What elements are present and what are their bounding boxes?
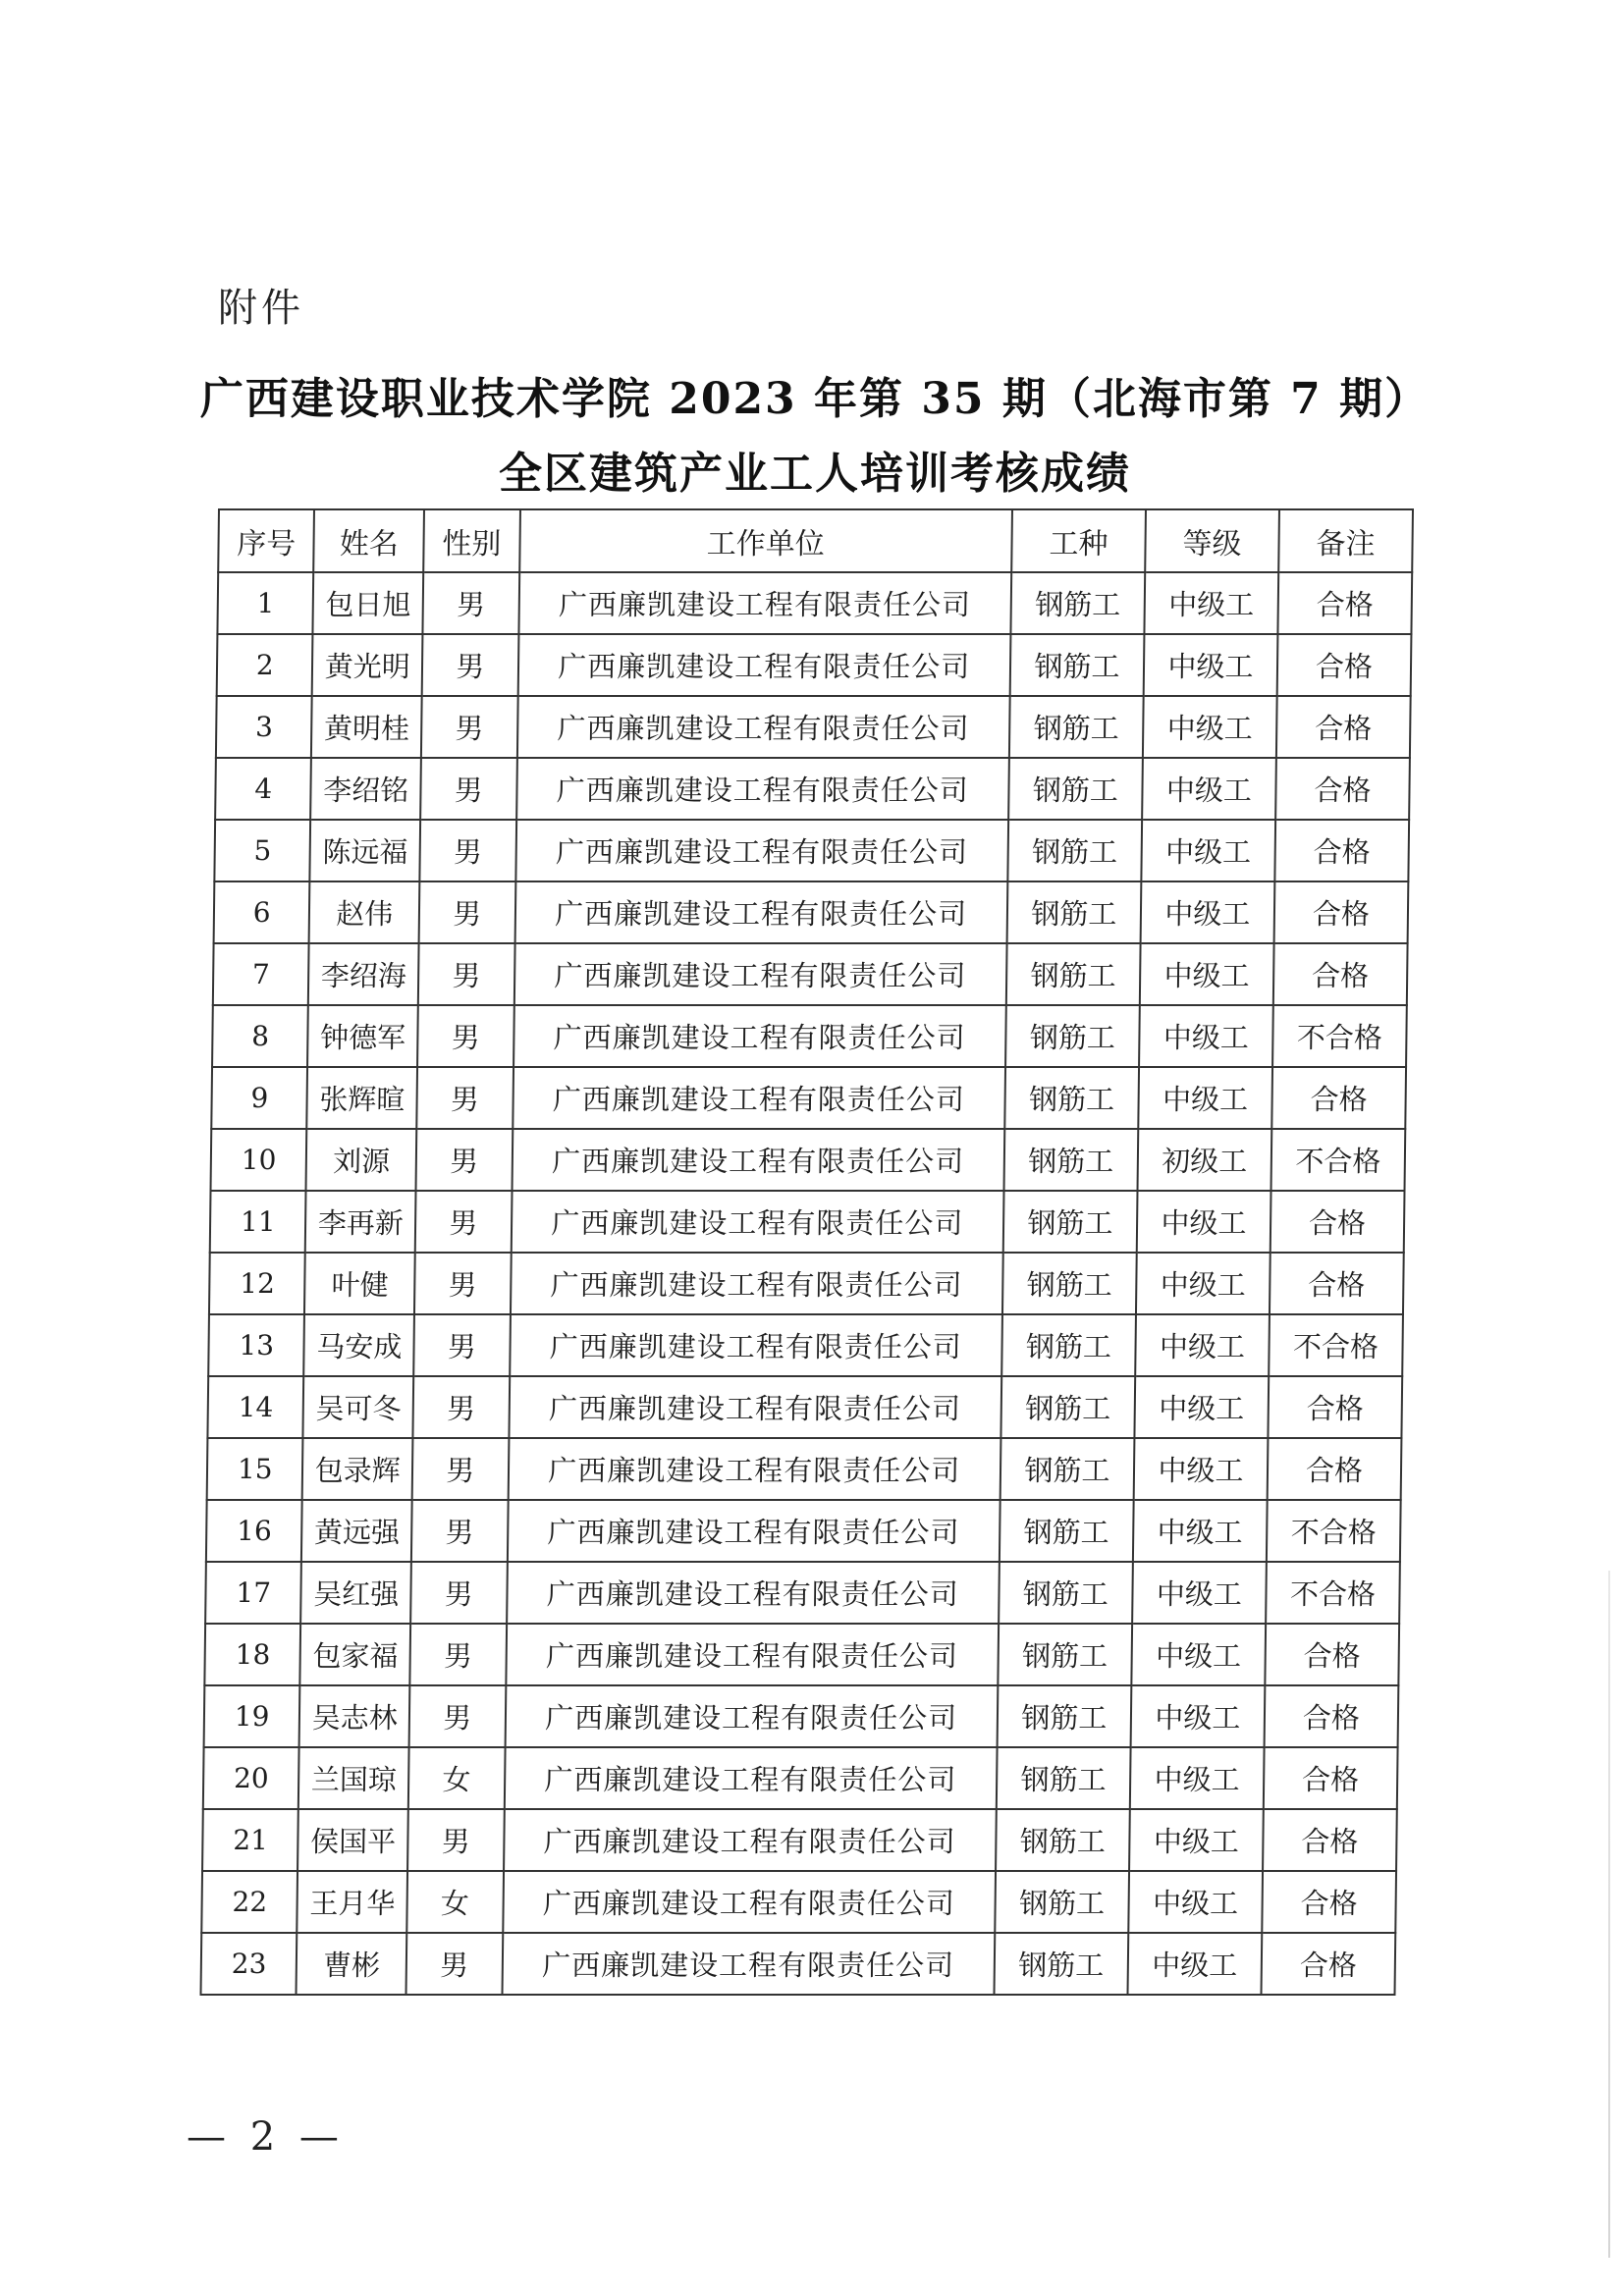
row-gender-cell: 女 (408, 1747, 505, 1809)
row-remark-cell: 合格 (1271, 1191, 1405, 1253)
row-trade-cell: 钢筋工 (1003, 1129, 1138, 1191)
row-index-cell: 21 (202, 1809, 298, 1871)
row-trade-cell: 钢筋工 (1000, 1376, 1135, 1438)
table-row (203, 1747, 1398, 1809)
row-gender-cell: 男 (410, 1562, 507, 1624)
row-index-cell: 9 (211, 1067, 307, 1129)
header-trade: 工种 (1011, 509, 1146, 572)
table-row (217, 634, 1412, 696)
row-employer-cell: 广西廉凯建设工程有限责任公司 (514, 881, 1007, 943)
row-trade-cell: 钢筋工 (995, 1871, 1129, 1933)
row-index-cell: 8 (212, 1005, 308, 1067)
row-gender-cell: 男 (416, 1067, 513, 1129)
table-row (210, 1191, 1405, 1253)
row-remark-cell: 合格 (1261, 1933, 1395, 1995)
row-level-cell: 中级工 (1136, 1253, 1271, 1314)
row-employer-cell: 广西廉凯建设工程有限责任公司 (510, 1314, 1002, 1376)
row-employer-cell: 广西廉凯建设工程有限责任公司 (508, 1438, 1000, 1500)
row-level-cell: 中级工 (1137, 1191, 1271, 1253)
row-employer-cell: 广西廉凯建设工程有限责任公司 (516, 696, 1009, 758)
row-employer-cell: 广西廉凯建设工程有限责任公司 (503, 1871, 996, 1933)
row-gender-cell: 男 (417, 1005, 514, 1067)
row-level-cell: 中级工 (1144, 634, 1278, 696)
table-row (215, 758, 1410, 820)
row-gender-cell: 女 (406, 1871, 503, 1933)
row-employer-cell: 广西廉凯建设工程有限责任公司 (517, 634, 1010, 696)
row-trade-cell: 钢筋工 (1005, 1005, 1140, 1067)
table-row (201, 1933, 1396, 1995)
row-employer-cell: 广西廉凯建设工程有限责任公司 (507, 1500, 1000, 1562)
row-remark-cell: 合格 (1277, 634, 1412, 696)
row-level-cell: 中级工 (1131, 1624, 1266, 1685)
row-remark-cell: 合格 (1264, 1747, 1398, 1809)
row-employer-cell: 广西廉凯建设工程有限责任公司 (505, 1685, 998, 1747)
row-index-cell: 22 (201, 1871, 297, 1933)
row-level-cell: 中级工 (1139, 1005, 1273, 1067)
row-remark-cell: 不合格 (1272, 1005, 1407, 1067)
row-index-cell: 18 (204, 1624, 300, 1685)
row-name-cell: 陈远福 (310, 820, 420, 881)
row-remark-cell: 合格 (1268, 1438, 1402, 1500)
row-index-cell: 1 (217, 572, 313, 634)
row-remark-cell: 合格 (1263, 1809, 1397, 1871)
table-row (212, 1005, 1407, 1067)
row-name-cell: 王月华 (297, 1871, 407, 1933)
row-trade-cell: 钢筋工 (1007, 820, 1142, 881)
row-name-cell: 侯国平 (297, 1809, 407, 1871)
table-row (207, 1438, 1402, 1500)
table-row (205, 1562, 1400, 1624)
row-employer-cell: 广西廉凯建设工程有限责任公司 (516, 758, 1009, 820)
row-trade-cell: 钢筋工 (1000, 1438, 1135, 1500)
row-trade-cell: 钢筋工 (1003, 1191, 1138, 1253)
row-index-cell: 23 (201, 1933, 297, 1995)
row-gender-cell: 男 (413, 1376, 510, 1438)
row-trade-cell: 钢筋工 (998, 1624, 1132, 1685)
row-level-cell: 中级工 (1127, 1933, 1262, 1995)
row-gender-cell: 男 (413, 1314, 510, 1376)
header-name: 姓名 (314, 509, 424, 572)
row-index-cell: 5 (214, 820, 310, 881)
row-employer-cell: 广西廉凯建设工程有限责任公司 (502, 1933, 995, 1995)
row-level-cell: 中级工 (1138, 1067, 1272, 1129)
document-title-line2: 全区建筑产业工人培训考核成绩 (499, 449, 1131, 499)
row-level-cell: 中级工 (1143, 696, 1277, 758)
results-table (199, 508, 1414, 1996)
row-trade-cell: 钢筋工 (1001, 1314, 1136, 1376)
row-employer-cell: 广西廉凯建设工程有限责任公司 (511, 1191, 1003, 1253)
row-employer-cell: 广西廉凯建设工程有限责任公司 (504, 1747, 997, 1809)
row-level-cell: 中级工 (1130, 1747, 1265, 1809)
row-trade-cell: 钢筋工 (1007, 881, 1142, 943)
row-name-cell: 吴志林 (299, 1685, 409, 1747)
row-level-cell: 中级工 (1135, 1314, 1270, 1376)
row-gender-cell: 男 (419, 881, 515, 943)
row-level-cell: 中级工 (1142, 758, 1276, 820)
row-index-cell: 4 (215, 758, 311, 820)
row-name-cell: 张辉暄 (307, 1067, 417, 1129)
table-row (204, 1685, 1399, 1747)
row-employer-cell: 广西廉凯建设工程有限责任公司 (515, 820, 1008, 881)
row-gender-cell: 男 (411, 1500, 508, 1562)
row-index-cell: 12 (209, 1253, 305, 1314)
row-gender-cell: 男 (422, 634, 518, 696)
row-remark-cell: 不合格 (1269, 1314, 1403, 1376)
table-row (211, 1067, 1406, 1129)
header-remark: 备注 (1278, 509, 1413, 572)
row-name-cell: 包录辉 (302, 1438, 412, 1500)
row-gender-cell: 男 (423, 572, 519, 634)
row-name-cell: 包日旭 (313, 572, 423, 634)
row-gender-cell: 男 (421, 696, 517, 758)
row-level-cell: 中级工 (1132, 1562, 1267, 1624)
row-remark-cell: 合格 (1274, 881, 1409, 943)
row-remark-cell: 合格 (1270, 1253, 1404, 1314)
row-employer-cell: 广西廉凯建设工程有限责任公司 (504, 1809, 997, 1871)
row-remark-cell: 合格 (1265, 1624, 1399, 1685)
row-trade-cell: 钢筋工 (1010, 572, 1145, 634)
table-row (217, 572, 1412, 634)
row-index-cell: 7 (213, 943, 309, 1005)
table-row (211, 1129, 1406, 1191)
row-index-cell: 19 (204, 1685, 300, 1747)
row-trade-cell: 钢筋工 (1002, 1253, 1137, 1314)
row-level-cell: 中级工 (1134, 1438, 1269, 1500)
row-name-cell: 包家福 (300, 1624, 410, 1685)
row-gender-cell: 男 (419, 820, 515, 881)
row-trade-cell: 钢筋工 (1008, 758, 1143, 820)
row-trade-cell: 钢筋工 (998, 1685, 1132, 1747)
table-header-row (218, 509, 1413, 572)
row-employer-cell: 广西廉凯建设工程有限责任公司 (510, 1253, 1002, 1314)
row-index-cell: 3 (216, 696, 312, 758)
table-row (204, 1624, 1399, 1685)
row-index-cell: 11 (210, 1191, 306, 1253)
row-remark-cell: 合格 (1277, 572, 1412, 634)
row-gender-cell: 男 (409, 1685, 506, 1747)
row-remark-cell: 合格 (1268, 1376, 1402, 1438)
row-level-cell: 中级工 (1141, 820, 1275, 881)
row-employer-cell: 广西廉凯建设工程有限责任公司 (514, 943, 1006, 1005)
row-remark-cell: 合格 (1274, 820, 1409, 881)
row-index-cell: 6 (214, 881, 310, 943)
row-name-cell: 赵伟 (309, 881, 419, 943)
row-level-cell: 中级工 (1141, 881, 1275, 943)
row-level-cell: 中级工 (1133, 1500, 1268, 1562)
row-employer-cell: 广西廉凯建设工程有限责任公司 (513, 1067, 1005, 1129)
row-level-cell: 中级工 (1129, 1809, 1264, 1871)
row-index-cell: 15 (207, 1438, 303, 1500)
row-name-cell: 刘源 (306, 1129, 416, 1191)
row-name-cell: 黄远强 (301, 1500, 411, 1562)
row-trade-cell: 钢筋工 (1010, 634, 1145, 696)
row-gender-cell: 男 (415, 1191, 512, 1253)
row-employer-cell: 广西廉凯建设工程有限责任公司 (506, 1624, 999, 1685)
row-index-cell: 16 (206, 1500, 302, 1562)
header-level: 等级 (1145, 509, 1279, 572)
row-index-cell: 20 (203, 1747, 299, 1809)
header-gender: 性别 (423, 509, 519, 572)
row-trade-cell: 钢筋工 (1000, 1500, 1134, 1562)
row-gender-cell: 男 (412, 1438, 509, 1500)
row-gender-cell: 男 (407, 1809, 504, 1871)
row-name-cell: 吴红强 (301, 1562, 411, 1624)
row-trade-cell: 钢筋工 (1006, 943, 1141, 1005)
table-row (216, 696, 1411, 758)
row-trade-cell: 钢筋工 (999, 1562, 1133, 1624)
row-index-cell: 10 (211, 1129, 307, 1191)
row-level-cell: 中级工 (1144, 572, 1278, 634)
row-gender-cell: 男 (416, 1129, 513, 1191)
document-title-line1: 广西建设职业技术学院 2023 年第 35 期（北海市第 7 期） (199, 374, 1431, 424)
row-name-cell: 兰国琼 (298, 1747, 408, 1809)
table-row (202, 1809, 1397, 1871)
row-remark-cell: 合格 (1276, 696, 1411, 758)
row-gender-cell: 男 (414, 1253, 511, 1314)
row-index-cell: 13 (208, 1314, 304, 1376)
attachment-label: 附件 (218, 286, 304, 331)
table-body (201, 572, 1413, 1995)
table-row (207, 1376, 1402, 1438)
table-row (209, 1253, 1404, 1314)
row-remark-cell: 不合格 (1267, 1500, 1401, 1562)
row-employer-cell: 广西廉凯建设工程有限责任公司 (512, 1129, 1004, 1191)
table-row (214, 881, 1409, 943)
row-name-cell: 李绍铭 (311, 758, 421, 820)
row-employer-cell: 广西廉凯建设工程有限责任公司 (509, 1376, 1001, 1438)
row-index-cell: 14 (207, 1376, 303, 1438)
row-trade-cell: 钢筋工 (994, 1933, 1128, 1995)
row-trade-cell: 钢筋工 (996, 1809, 1130, 1871)
row-name-cell: 曹彬 (297, 1933, 406, 1995)
row-gender-cell: 男 (420, 758, 516, 820)
header-index: 序号 (218, 509, 314, 572)
row-name-cell: 马安成 (304, 1314, 414, 1376)
header-employer: 工作单位 (519, 509, 1012, 572)
row-name-cell: 李绍海 (308, 943, 418, 1005)
row-level-cell: 初级工 (1137, 1129, 1271, 1191)
row-employer-cell: 广西廉凯建设工程有限责任公司 (514, 1005, 1006, 1067)
row-name-cell: 李再新 (305, 1191, 415, 1253)
row-remark-cell: 合格 (1273, 943, 1408, 1005)
row-gender-cell: 男 (409, 1624, 506, 1685)
table-row (214, 820, 1409, 881)
row-remark-cell: 合格 (1265, 1685, 1399, 1747)
row-remark-cell: 合格 (1275, 758, 1410, 820)
row-remark-cell: 合格 (1262, 1871, 1396, 1933)
row-level-cell: 中级工 (1128, 1871, 1263, 1933)
row-index-cell: 17 (205, 1562, 301, 1624)
table-row (213, 943, 1408, 1005)
row-trade-cell: 钢筋工 (1009, 696, 1144, 758)
row-employer-cell: 广西廉凯建设工程有限责任公司 (518, 572, 1011, 634)
row-name-cell: 吴可冬 (303, 1376, 413, 1438)
row-trade-cell: 钢筋工 (1004, 1067, 1139, 1129)
row-remark-cell: 不合格 (1266, 1562, 1400, 1624)
row-remark-cell: 不合格 (1271, 1129, 1405, 1191)
row-name-cell: 黄明桂 (311, 696, 421, 758)
row-level-cell: 中级工 (1140, 943, 1274, 1005)
row-gender-cell: 男 (418, 943, 514, 1005)
table-row (208, 1314, 1403, 1376)
scan-edge-shadow (1608, 1571, 1610, 2258)
row-name-cell: 黄光明 (312, 634, 422, 696)
row-level-cell: 中级工 (1131, 1685, 1266, 1747)
row-level-cell: 中级工 (1134, 1376, 1269, 1438)
row-employer-cell: 广西廉凯建设工程有限责任公司 (507, 1562, 1000, 1624)
row-trade-cell: 钢筋工 (997, 1747, 1131, 1809)
row-remark-cell: 合格 (1271, 1067, 1406, 1129)
table-row (206, 1500, 1401, 1562)
row-name-cell: 叶健 (304, 1253, 414, 1314)
row-name-cell: 钟德军 (307, 1005, 417, 1067)
table-row (201, 1871, 1396, 1933)
row-index-cell: 2 (217, 634, 313, 696)
row-gender-cell: 男 (406, 1933, 503, 1995)
page-number: — 2 — (187, 2114, 345, 2160)
